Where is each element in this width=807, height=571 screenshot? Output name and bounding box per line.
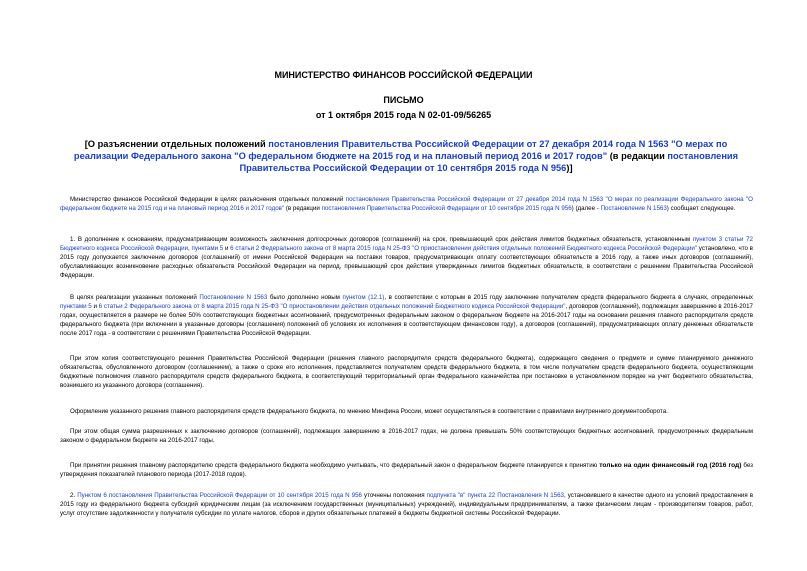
ministry-heading: МИНИСТЕРСТВО ФИНАНСОВ РОССИЙСКОЙ ФЕДЕРАЦИИ — [274, 70, 533, 80]
paragraph-3: При этом копия соответствующего решения Правительства Российской Федерации (решения главного распорядителя средств федерального бюджета), содержащего сведения о предмете и сумме планируемого денежного обязательства, обусловленного договором (соглашением), а также о сроке его исполнения, представляется получателем средств федерального бюджета, в том числе получателем средств федерального бюджета, осуществляющим бюджетные полномочия главного распорядителя средств федерального бюджета, в соответствующий территориальный орган Федерального казначейства при постановке в установленном порядке на учет бюджетного обязательства, возникшего из указанного договора (соглашения). — [60, 355, 753, 389]
title-text: [О разъяснении отдельных положений — [84, 139, 269, 149]
paragraph-2 — [60, 294, 753, 339]
doc-date-heading: от 1 октября 2015 года N 02-01-09/56265 — [315, 110, 492, 120]
text-run: , установившего в качестве одного из условий предоставления в 2015 году из федерального бюджета субсидий юридическим лицам (за исключением государственных (муниципальных) учреждений), индивидуальным предпринимателям, а также физическим лицам - производителям товаров, работ, услуг отсутствие задолженности у получателя субсидии по уплате налогов, сборов и других обязательных платежей в бюджеты бюджетной системы Российской Федерации. — [60, 492, 753, 517]
link-subpoint-v-point-22[interactable]: подпункта "в" пункта 22 Постановления N 1563 — [426, 492, 565, 499]
text-run: 2. — [70, 492, 78, 499]
doc-type-heading: ПИСЬМО — [383, 95, 424, 105]
link-point-12-1[interactable]: пунктом (12.1) — [342, 294, 385, 301]
text-run: В целях реализации указанных положений — [70, 294, 200, 301]
paragraph-1 — [60, 236, 753, 281]
paragraph-6 — [60, 462, 753, 480]
link-decree-956-point-6[interactable]: Пунктом 6 постановления Правительства Российской Федерации от 10 сентября 2015 года N 956 — [77, 492, 362, 499]
text-run: и — [223, 244, 231, 252]
text-run: , договоров (соглашений), подлежащих завершению в 2016-2017 годах, осуществляется в размере не более 50% соответствующих бюджетных ассигнований, предусмотренных федеральным законом о федеральном бюджете на 2016-2017 годы на основании решения главного распорядителя средств федерального бюджета (при включении в указанные договоры (соглашения) положений об условиях их исполнения в соответствующем финансовом году), а договоров (соглашений), предусматривающих оплату денежных обязательств после 2017 года - в соответствии с решениями Правительства Российской Федерации. — [60, 302, 753, 337]
link-points-5[interactable]: пунктами 5 — [191, 244, 224, 252]
text-run: (в редакции — [284, 204, 322, 212]
text-run: Министерство финансов Российской Федерации в целях разъяснения отдельных положений — [70, 196, 346, 203]
link-budget-code-art72[interactable]: пунктом 3 статьи 72 Бюджетного кодекса Российской Федерации — [60, 236, 753, 252]
text-run: уточнены положения — [361, 492, 427, 499]
text-run: было дополнено новым — [267, 294, 343, 301]
text-run: , в соответствии с которым в 2015 году заключение получателем средств федерального бюджета в случаях, определенных — [384, 294, 754, 301]
text-run: , — [188, 244, 192, 252]
text-run: При принятии решения главному распорядителю средств федерального бюджета необходимо учитывать, что федеральный закон о федеральном бюджете планируется к принятию — [70, 462, 600, 469]
link-postanovlenie-1563[interactable]: Постановление N 1563 — [600, 204, 667, 212]
link-points-5[interactable]: пунктами 5 — [60, 302, 92, 310]
document-title — [60, 138, 752, 174]
title-text: (в редакции — [607, 151, 668, 161]
link-decree-1563[interactable]: постановления Правительства Российской Федерации от 27 декабря 2014 года N 1563 "О мерах по реализации Федерального закона "О федеральном бюджете на 2015 год и на плановый период 2016 и 2017 годов" — [60, 196, 753, 212]
paragraph-intro — [60, 196, 753, 214]
title-link-decree-956[interactable]: постановления Правительства Российской Федерации от 10 сентября 2015 года N 956 — [239, 151, 739, 173]
text-run: ) (далее - — [571, 204, 601, 212]
text-run: и — [91, 302, 99, 310]
text-run: установлено, что в 2015 году допускается заключение договоров (соглашений) от имени Российской Федерации на поставки товаров, предусматривающих оплату соответствующих обязательств в 2016 году, а также иных договоров (соглашений), обуславливающих возникновение расходных обязательств Российской Федерации на период, превышающий срок действия утвержденных лимитов бюджетных обязательств, в соответствии с решением Правительства Российской Федерации. — [60, 244, 753, 279]
paragraph-5: При этом общая сумма разрешенных к заключению договоров (соглашений), подлежащих завершению в 2016-2017 годах, не должна превышать 50% соответствующих бюджетных ассигнований, предусмотренных федеральным законом о федеральном бюджете на 2016-2017 годы. — [60, 428, 753, 444]
text-run: 1. В дополнение к основаниям, предусматривающим возможность заключения долгосрочных договоров (соглашений) на срок, превышающий срок действия лимитов бюджетных обязательств, установленным — [70, 236, 693, 243]
text-run: без утверждения показателей планового периода (2017-2018 годов). — [60, 462, 753, 478]
title-text: )] — [566, 163, 573, 173]
link-law-25fz[interactable]: 6 статьи 2 Федерального закона от 8 марта 2015 года N 25-ФЗ "О приостановлении действия отдельных положений Бюджетного кодекса Российской Федерации" — [98, 302, 566, 310]
paragraph-4: Оформление указанного решения главного распорядителя средств федерального бюджета, по мнению Минфина России, может осуществляться в соответствии с правилами внутреннего документооборота. — [70, 408, 668, 415]
link-decree-956[interactable]: постановления Правительства Российской Федерации от 10 сентября 2015 года N 956 — [321, 204, 572, 212]
link-law-25fz[interactable]: 6 статьи 2 Федерального закона от 8 марта 2015 года N 25-ФЗ "О приостановлении действия отдельных положений Бюджетного кодекса Российской Федерации" — [230, 244, 698, 252]
bold-text: только на один финансовый год (2016 год) — [599, 462, 742, 469]
title-link-decree-1563[interactable]: постановления Правительства Российской Федерации от 27 декабря 2014 года N 1563 "О мерах по реализации Федерального закона "О федеральном бюджете на 2015 год и на плановый период 2016 и 2017 годов" — [73, 139, 728, 161]
text-run: ) сообщает следующее. — [666, 204, 736, 212]
link-postanovlenie-1563[interactable]: Постановление N 1563 — [199, 294, 268, 301]
paragraph-7 — [60, 492, 753, 519]
